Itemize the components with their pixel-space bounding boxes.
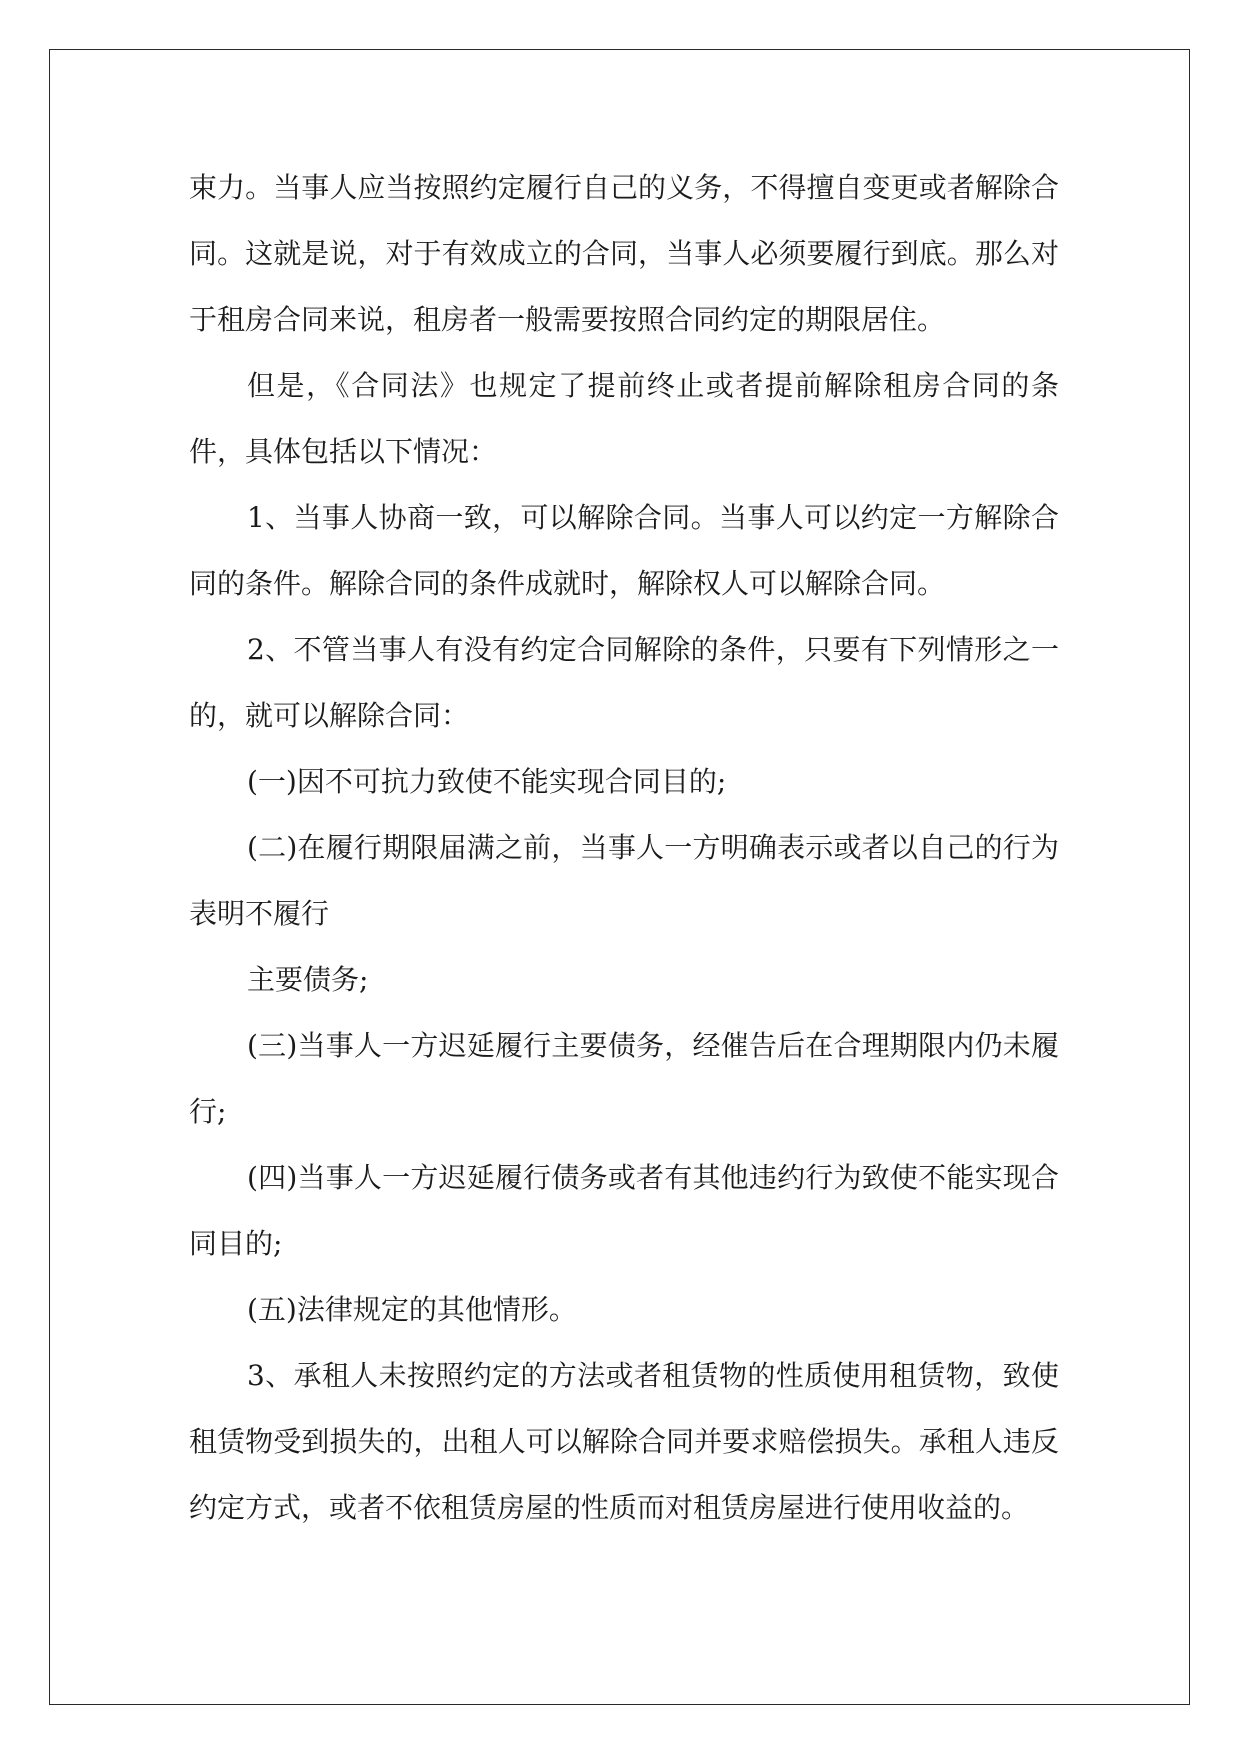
paragraph-item-2: 2、不管当事人有没有约定合同解除的条件，只要有下列情形之一的，就可以解除合同：: [189, 633, 1059, 732]
paragraph-subitem-2-cont: 主要债务;: [247, 963, 369, 996]
paragraph-early-termination-intro: 但是，《合同法》也规定了提前终止或者提前解除租房合同的条件，具体包括以下情况：: [189, 369, 1059, 468]
paragraph-item-1: 1、当事人协商一致，可以解除合同。当事人可以约定一方解除合同的条件。解除合同的条件成就时，解除权人可以解除合同。: [189, 501, 1059, 600]
paragraph-subitem-4: (四)当事人一方迟延履行债务或者有其他违约行为致使不能实现合同目的;: [189, 1161, 1059, 1260]
paragraph-subitem-3: (三)当事人一方迟延履行主要债务，经催告后在合理期限内仍未履行;: [189, 1029, 1059, 1128]
paragraph-subitem-2: (二)在履行期限届满之前，当事人一方明确表示或者以自己的行为表明不履行: [189, 831, 1059, 930]
paragraph-subitem-5: (五)法律规定的其他情形。: [247, 1293, 577, 1326]
paragraph-subitem-1: (一)因不可抗力致使不能实现合同目的;: [247, 765, 727, 798]
document-body: [189, 155, 1059, 1541]
paragraph-item-3: 3、承租人未按照约定的方法或者租赁物的性质使用租赁物，致使租赁物受到损失的，出租人可以解除合同并要求赔偿损失。承租人违反约定方式，或者不依租赁房屋的性质而对租赁房屋进行使用收益的。: [189, 1359, 1059, 1524]
paragraph-contract-binding: 束力。当事人应当按照约定履行自己的义务，不得擅自变更或者解除合同。这就是说，对于有效成立的合同，当事人必须要履行到底。那么对于租房合同来说，租房者一般需要按照合同约定的期限居住。: [189, 171, 1059, 336]
